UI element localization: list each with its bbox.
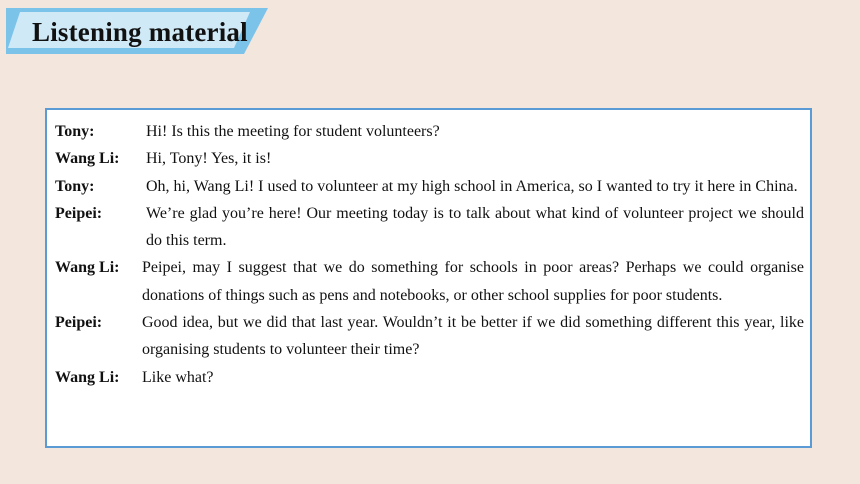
speaker-label: Tony: [55, 177, 95, 195]
dialogue-box [45, 108, 812, 448]
speech-text: Good idea, but we did that last year. Wouldn’t it be better if we did something different this year, like organising students to volunteer their time? [142, 314, 804, 359]
dialogue-line [55, 364, 804, 391]
section-banner [6, 6, 268, 56]
dialogue-line [55, 173, 804, 200]
dialogue-line [55, 254, 804, 309]
dialogue-line [55, 200, 804, 255]
page-title: Listening material [32, 17, 248, 47]
dialogue-line [55, 118, 804, 145]
speech-text: Hi! Is this the meeting for student volunteers? [146, 123, 440, 140]
speaker-label: Peipei: [55, 314, 103, 332]
speech-text: We’re glad you’re here! Our meeting today is to talk about what kind of volunteer project we should do this term. [146, 204, 804, 250]
speech-text: Like what? [142, 368, 214, 386]
speaker-label: Wang Li: [55, 150, 120, 168]
dialogue-line [55, 145, 804, 172]
speech-text: Oh, hi, Wang Li! I used to volunteer at my high school in America, so I wanted to try it here in China. [146, 177, 798, 195]
speaker-label: Tony: [55, 123, 95, 140]
dialogue-line [55, 309, 804, 364]
speech-text: Hi, Tony! Yes, it is! [146, 150, 272, 168]
speaker-label: Peipei: [55, 204, 103, 222]
speech-text: Peipei, may I suggest that we do something for schools in poor areas? Perhaps we could organise donations of things such as pens and notebooks, or other school supplies for poor students. [142, 259, 804, 304]
speaker-label: Wang Li: [55, 259, 120, 277]
speaker-label: Wang Li: [55, 368, 120, 386]
